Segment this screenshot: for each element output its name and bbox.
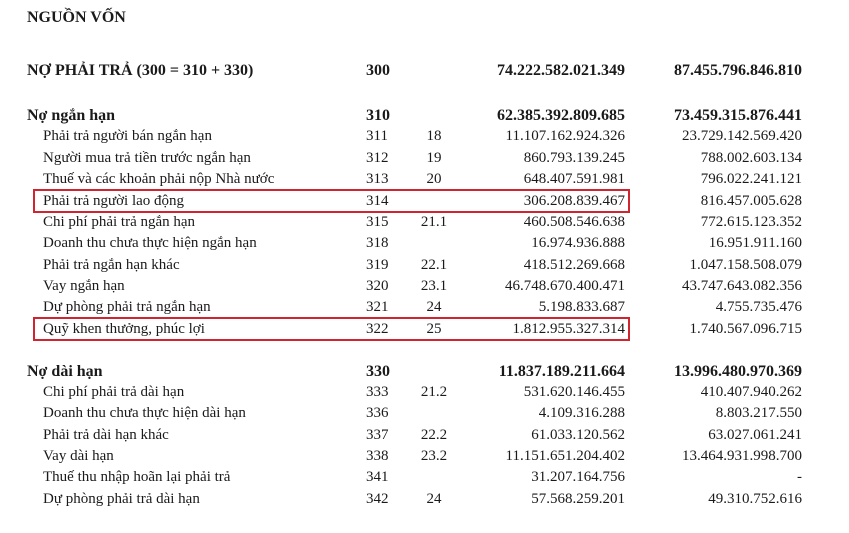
row-note: 18 xyxy=(426,128,442,144)
row-note: 21.2 xyxy=(420,384,448,400)
row-previous-value: 13.464.931.998.700 xyxy=(682,448,802,464)
row-code: 311 xyxy=(366,128,388,144)
row-current-value: 5.198.833.687 xyxy=(538,299,625,315)
row-code: 337 xyxy=(366,427,389,443)
table-row xyxy=(0,447,849,465)
row-previous-value: - xyxy=(797,469,802,485)
table-row xyxy=(0,383,849,401)
row-label: Nợ dài hạn xyxy=(27,363,103,380)
row-note: 19 xyxy=(426,150,442,166)
row-previous-value: 49.310.752.616 xyxy=(708,491,802,507)
row-previous-value: 816.457.005.628 xyxy=(700,193,802,209)
row-previous-value: 23.729.142.569.420 xyxy=(682,128,802,144)
row-code: 321 xyxy=(366,299,389,315)
row-note: 22.2 xyxy=(420,427,448,443)
table-row-short-term-liabilities xyxy=(0,107,849,125)
row-previous-value: 1.047.158.508.079 xyxy=(689,257,802,273)
table-row xyxy=(0,234,849,252)
row-previous-value: 16.951.911.160 xyxy=(708,235,802,251)
row-current-value: 11.107.162.924.326 xyxy=(505,128,625,144)
row-current-value: 418.512.269.668 xyxy=(523,257,625,273)
row-note: 22.1 xyxy=(420,257,448,273)
table-row xyxy=(0,404,849,422)
row-note: 20 xyxy=(426,171,442,187)
row-previous-value: 8.803.217.550 xyxy=(715,405,802,421)
row-note: 25 xyxy=(426,321,442,337)
row-current-value: 46.748.670.400.471 xyxy=(505,278,625,294)
row-label: Quỹ khen thưởng, phúc lợi xyxy=(43,321,205,337)
row-code: 333 xyxy=(366,384,389,400)
row-code: 312 xyxy=(366,150,389,166)
row-label: Dự phòng phải trả ngắn hạn xyxy=(43,299,211,315)
row-code: 318 xyxy=(366,235,389,251)
row-previous-value: 4.755.735.476 xyxy=(715,299,802,315)
row-current-value: 860.793.139.245 xyxy=(523,150,625,166)
row-current-value: 57.568.259.201 xyxy=(531,491,625,507)
row-label: Người mua trả tiền trước ngắn hạn xyxy=(43,150,251,166)
row-label: Phải trả dài hạn khác xyxy=(43,427,169,443)
row-label: Chi phí phải trả dài hạn xyxy=(43,384,185,400)
row-label: Dự phòng phải trả dài hạn xyxy=(43,491,200,507)
row-current-value: 1.812.955.327.314 xyxy=(512,321,625,337)
row-code: 330 xyxy=(366,363,390,380)
row-current-value: 648.407.591.981 xyxy=(523,171,625,187)
row-code: 319 xyxy=(366,257,389,273)
table-row-bonus-welfare-fund xyxy=(0,320,849,338)
row-label: NỢ PHẢI TRẢ (300 = 310 + 330) xyxy=(27,62,254,79)
row-label: Vay dài hạn xyxy=(43,448,114,464)
row-current-value: 31.207.164.756 xyxy=(531,469,625,485)
row-label: Thuế thu nhập hoãn lại phải trả xyxy=(43,469,231,485)
row-current-value: 4.109.316.288 xyxy=(538,405,625,421)
table-row-total-liabilities xyxy=(0,62,849,80)
row-label: Phải trả ngắn hạn khác xyxy=(43,257,180,273)
table-row xyxy=(0,149,849,167)
row-label: Doanh thu chưa thực hiện dài hạn xyxy=(43,405,246,421)
row-label: Vay ngắn hạn xyxy=(43,278,125,294)
row-current-value: 306.208.839.467 xyxy=(523,193,625,209)
table-row xyxy=(0,127,849,145)
row-code: 310 xyxy=(366,107,390,124)
row-note: 24 xyxy=(426,491,442,507)
row-label: Nợ ngắn hạn xyxy=(27,107,116,124)
row-current-value: 62.385.392.809.685 xyxy=(497,107,625,124)
row-previous-value: 73.459.315.876.441 xyxy=(674,107,802,124)
table-row-payable-employees xyxy=(0,192,849,210)
row-label: Phải trả người bán ngắn hạn xyxy=(43,128,212,144)
row-code: 342 xyxy=(366,491,389,507)
row-previous-value: 410.407.940.262 xyxy=(700,384,802,400)
table-row xyxy=(0,213,849,231)
row-previous-value: 772.615.123.352 xyxy=(700,214,802,230)
row-code: 314 xyxy=(366,193,389,209)
row-code: 315 xyxy=(366,214,389,230)
table-row xyxy=(0,426,849,444)
row-code: 322 xyxy=(366,321,389,337)
row-note: 23.2 xyxy=(420,448,448,464)
row-previous-value: 63.027.061.241 xyxy=(708,427,802,443)
row-previous-value: 796.022.241.121 xyxy=(700,171,802,187)
row-note: 21.1 xyxy=(420,214,448,230)
row-previous-value: 13.996.480.970.369 xyxy=(674,363,802,380)
row-code: 338 xyxy=(366,448,389,464)
row-previous-value: 43.747.643.082.356 xyxy=(682,278,802,294)
row-current-value: 460.508.546.638 xyxy=(523,214,625,230)
table-row xyxy=(0,490,849,508)
row-previous-value: 788.002.603.134 xyxy=(700,150,802,166)
row-note: 24 xyxy=(426,299,442,315)
table-row xyxy=(0,277,849,295)
row-label: Thuế và các khoản phải nộp Nhà nước xyxy=(43,171,275,187)
row-current-value: 531.620.146.455 xyxy=(523,384,625,400)
row-code: 313 xyxy=(366,171,389,187)
table-row xyxy=(0,298,849,316)
row-label: Chi phí phải trả ngắn hạn xyxy=(43,214,196,230)
row-label: Doanh thu chưa thực hiện ngắn hạn xyxy=(43,235,257,251)
row-current-value: 74.222.582.021.349 xyxy=(497,62,625,79)
section-heading: NGUỒN VỐN xyxy=(27,9,126,26)
table-row xyxy=(0,256,849,274)
row-note: 23.1 xyxy=(420,278,448,294)
table-row xyxy=(0,170,849,188)
row-previous-value: 1.740.567.096.715 xyxy=(689,321,802,337)
row-code: 320 xyxy=(366,278,389,294)
row-current-value: 61.033.120.562 xyxy=(531,427,625,443)
row-current-value: 11.151.651.204.402 xyxy=(505,448,625,464)
table-row-long-term-liabilities xyxy=(0,363,849,381)
table-row xyxy=(0,468,849,486)
row-label: Phải trả người lao động xyxy=(43,193,185,209)
row-current-value: 16.974.936.888 xyxy=(531,235,625,251)
row-current-value: 11.837.189.211.664 xyxy=(498,363,625,380)
row-code: 336 xyxy=(366,405,389,421)
row-previous-value: 87.455.796.846.810 xyxy=(674,62,802,79)
row-code: 300 xyxy=(366,62,390,79)
row-code: 341 xyxy=(366,469,389,485)
